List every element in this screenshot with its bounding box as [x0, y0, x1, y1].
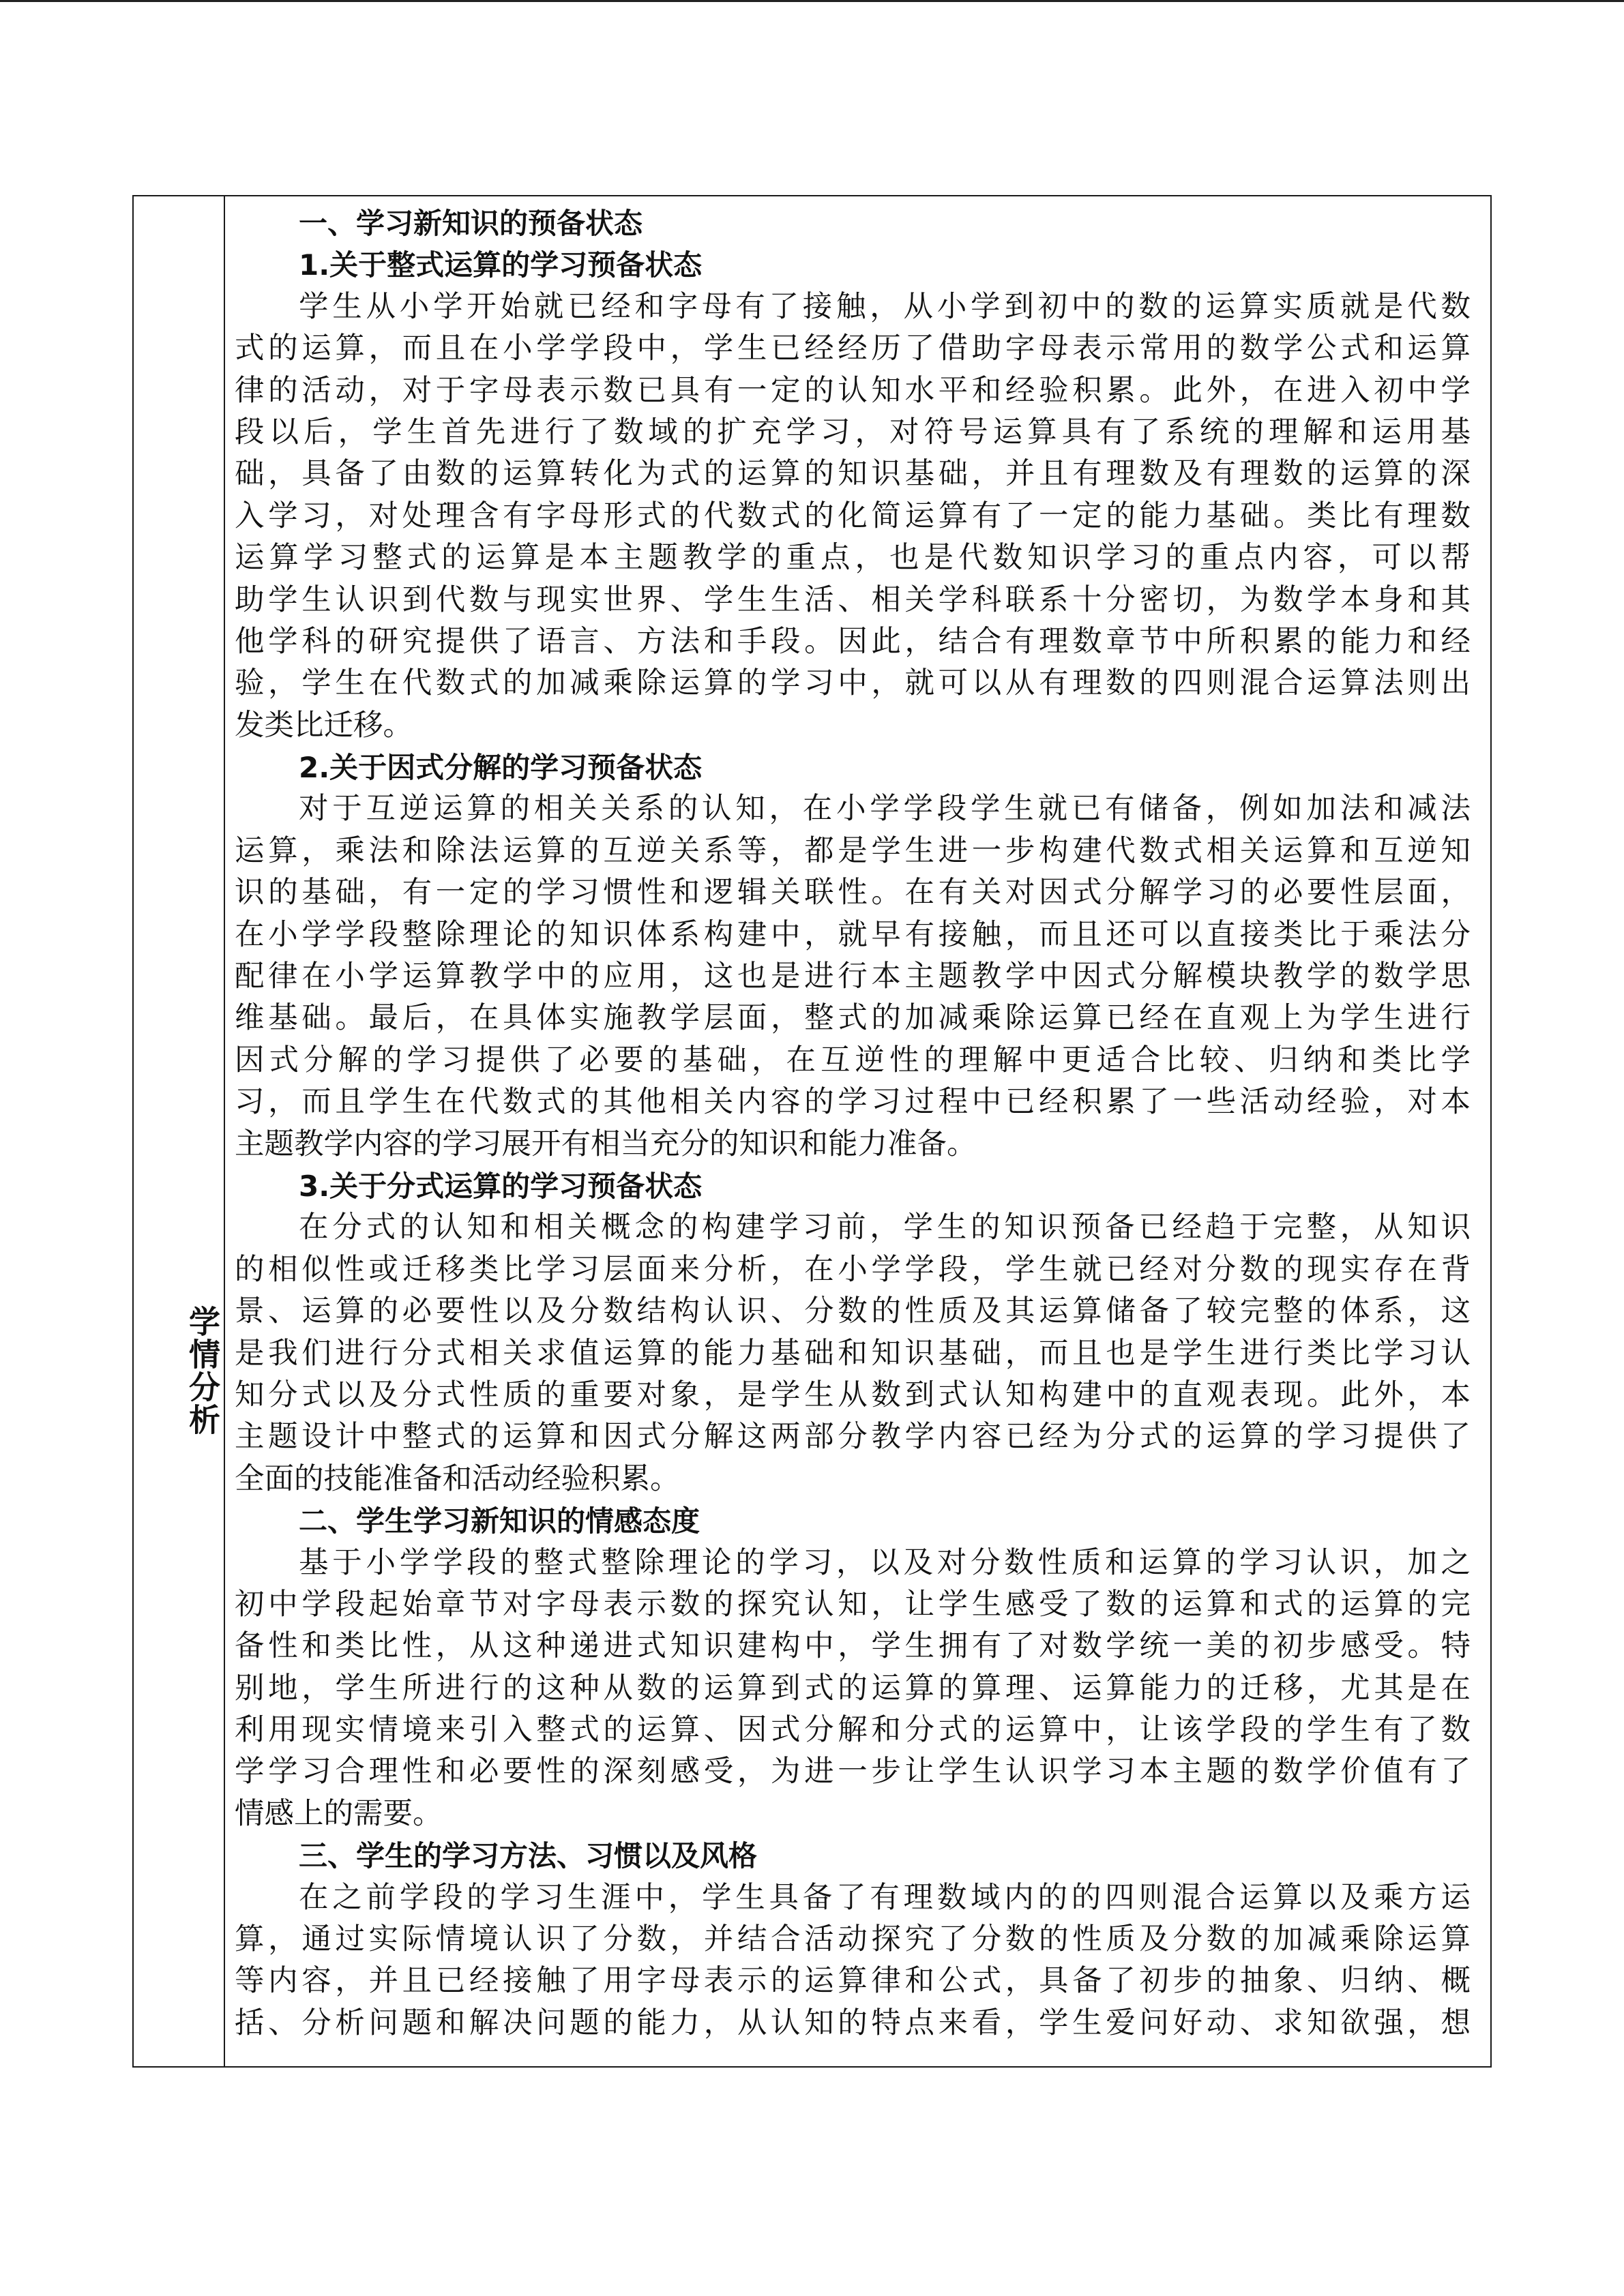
row-label: 学情分析	[184, 1305, 221, 1436]
paragraph-line: 律的活动，对于字母表示数已具有一定的认知水平和经验积累。此外，在进入初中学	[235, 373, 1471, 408]
paragraph-line: 基于小学学段的整式整除理论的学习，以及对分数性质和运算的学习认识，加之	[299, 1545, 1471, 1580]
paragraph-line: 括、分析问题和解决问题的能力，从认知的特点来看，学生爱问好动、求知欲强，想	[235, 2006, 1471, 2040]
paragraph-line: 利用现实情境来引入整式的运算、因式分解和分式的运算中，让该学段的学生有了数	[235, 1713, 1471, 1748]
paragraph-line: 发类比迁移。	[235, 708, 413, 743]
paragraph-line: 入学习，对处理含有字母形式的代数式的化简运算有了一定的能力基础。类比有理数	[235, 498, 1471, 533]
paragraph-line: 是我们进行分式相关求值运算的能力基础和知识基础，而且也是学生进行类比学习认	[235, 1336, 1471, 1371]
paragraph-line: 运算，乘法和除法运算的互逆关系等，都是学生进一步构建代数式相关运算和互逆知	[235, 833, 1471, 868]
paragraph-line: 情感上的需要。	[235, 1796, 443, 1831]
paragraph-line: 全面的技能准备和活动经验积累。	[235, 1461, 680, 1496]
paragraph-line: 段以后，学生首先进行了数域的扩充学习，对符号运算具有了系统的理解和运用基	[235, 415, 1471, 449]
paragraph-line: 他学科的研究提供了语言、方法和手段。因此，结合有理数章节中所积累的能力和经	[235, 624, 1471, 659]
paragraph-line: 因式分解的学习提供了必要的基础，在互逆性的理解中更适合比较、归纳和类比学	[235, 1043, 1471, 1077]
paragraph-line: 的相似性或迁移类比学习层面来分析，在小学学段，学生就已经对分数的现实存在背	[235, 1252, 1471, 1287]
paragraph-line: 助学生认识到代数与现实世界、学生生活、相关学科联系十分密切，为数学本身和其	[235, 582, 1471, 617]
paragraph-line: 备性和类比性，从这种递进式知识建构中，学生拥有了对数学统一美的初步感受。特	[235, 1629, 1471, 1664]
paragraph-line: 维基础。最后，在具体实施教学层面，整式的加减乘除运算已经在直观上为学生进行	[235, 1001, 1471, 1036]
paragraph-line: 对于互逆运算的相关关系的认知，在小学学段学生就已有储备，例如加法和减法	[299, 792, 1471, 826]
section-heading: 三、学生的学习方法、习惯以及风格	[299, 1839, 758, 1873]
paragraph-line: 景、运算的必要性以及分数结构认识、分数的性质及其运算储备了较完整的体系，这	[235, 1294, 1471, 1329]
paragraph-line: 主题教学内容的学习展开有相当充分的知识和能力准备。	[235, 1127, 977, 1161]
row-label-cell	[134, 196, 225, 2066]
paragraph-line: 在分式的认知和相关概念的构建学习前，学生的知识预备已经趋于完整，从知识	[299, 1210, 1471, 1245]
paragraph-line: 在小学学段整除理论的知识体系构建中，就早有接触，而且还可以直接类比于乘法分	[235, 917, 1471, 952]
section-heading: 3.关于分式运算的学习预备状态	[299, 1169, 703, 1203]
paragraph-line: 知分式以及分式性质的重要对象，是学生从数到式认知构建中的直观表现。此外，本	[235, 1377, 1471, 1412]
content-cell	[235, 203, 1471, 2044]
analysis-table	[132, 195, 1492, 2068]
paragraph-line: 在之前学段的学习生涯中，学生具备了有理数域内的的四则混合运算以及乘方运	[299, 1880, 1471, 1915]
paragraph-line: 学生从小学开始就已经和字母有了接触，从小学到初中的数的运算实质就是代数	[299, 289, 1471, 324]
paragraph-line: 运算学习整式的运算是本主题教学的重点，也是代数知识学习的重点内容，可以帮	[235, 541, 1471, 576]
paragraph-line: 习，而且学生在代数式的其他相关内容的学习过程中已经积累了一些活动经验，对本	[235, 1085, 1471, 1120]
paragraph-line: 别地，学生所进行的这种从数的运算到式的运算的算理、运算能力的迁移，尤其是在	[235, 1671, 1471, 1705]
paragraph-line: 础，具备了由数的运算转化为式的运算的知识基础，并且有理数及有理数的运算的深	[235, 457, 1471, 492]
paragraph-line: 主题设计中整式的运算和因式分解这两部分教学内容已经为分式的运算的学习提供了	[235, 1420, 1471, 1455]
section-heading: 一、学习新知识的预备状态	[299, 207, 643, 240]
paragraph-line: 配律在小学运算教学中的应用，这也是进行本主题教学中因式分解模块教学的数学思	[235, 959, 1471, 994]
paragraph-line: 验，学生在代数式的加减乘除运算的学习中，就可以从有理数的四则混合运算法则出	[235, 666, 1471, 701]
paragraph-line: 算，通过实际情境认识了分数，并结合活动探究了分数的性质及分数的加减乘除运算	[235, 1922, 1471, 1957]
paragraph-line: 等内容，并且已经接触了用字母表示的运算律和公式，具备了初步的抽象、归纳、概	[235, 1964, 1471, 1999]
page-top-rule	[0, 0, 1624, 2]
paragraph-line: 识的基础，有一定的学习惯性和逻辑关联性。在有关对因式分解学习的必要性层面，	[235, 876, 1471, 910]
paragraph-line: 学学习合理性和必要性的深刻感受，为进一步让学生认识学习本主题的数学价值有了	[235, 1755, 1471, 1789]
section-heading: 二、学生学习新知识的情感态度	[299, 1504, 700, 1538]
paragraph-line: 式的运算，而且在小学学段中，学生已经经历了借助字母表示常用的数学公式和运算	[235, 331, 1471, 366]
paragraph-line: 初中学段起始章节对字母表示数的探究认知，让学生感受了数的运算和式的运算的完	[235, 1587, 1471, 1622]
section-heading: 2.关于因式分解的学习预备状态	[299, 751, 703, 785]
section-heading: 1.关于整式运算的学习预备状态	[299, 248, 703, 282]
